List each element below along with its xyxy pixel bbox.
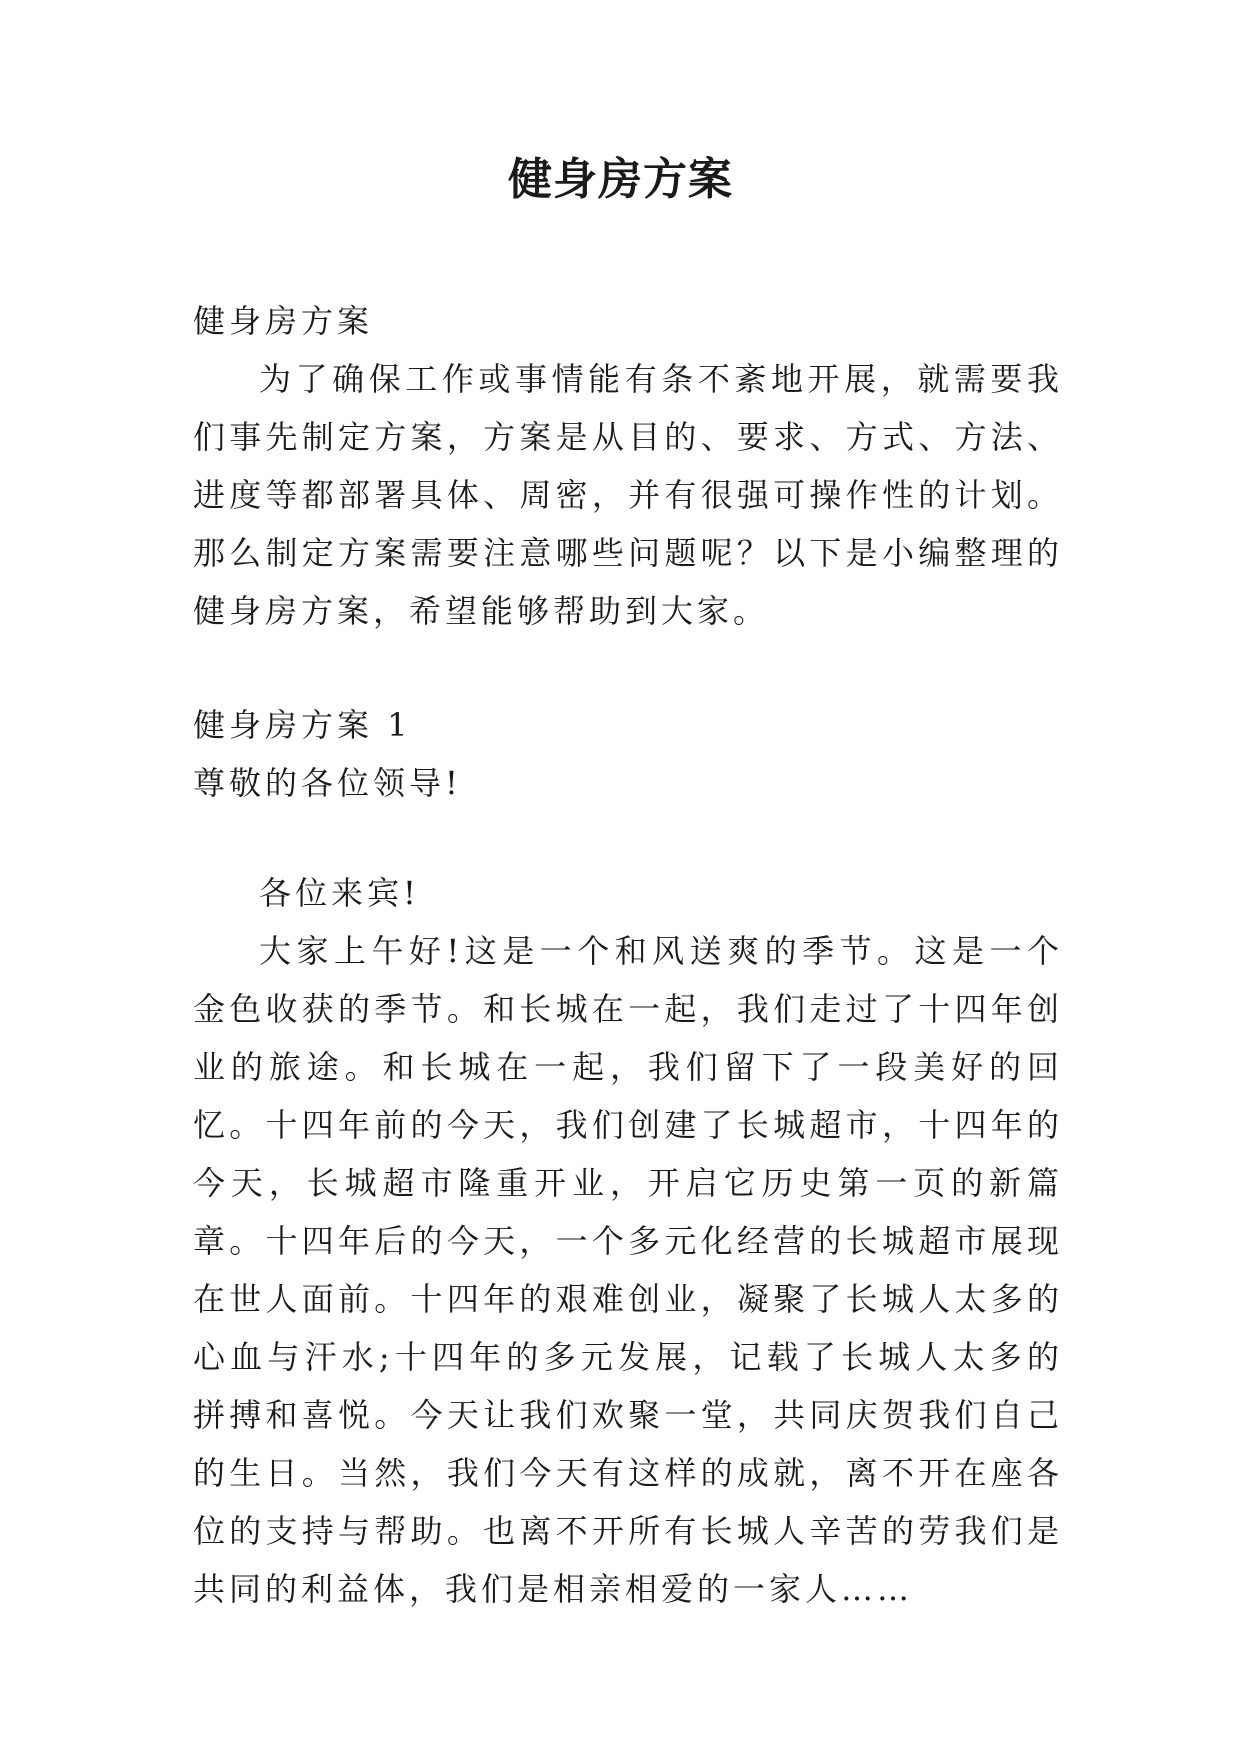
section-heading: 健身房方案 1 (193, 706, 412, 744)
document-content (193, 292, 1063, 1618)
paragraph-spacer (193, 812, 1063, 864)
document-title: 健身房方案 (508, 154, 733, 205)
salutation: 尊敬的各位领导! (193, 764, 462, 802)
greeting: 各位来宾! (259, 874, 420, 912)
document-subtitle: 健身房方案 (193, 302, 374, 340)
intro-paragraph: 为了确保工作或事情能有条不紊地开展，就需要我们事先制定方案，方案是从目的、要求、方式、方法、进度等都部署具体、周密，并有很强可操作性的计划。那么制定方案需要注意哪些问题呢？以下是小编整理的健身房方案，希望能够帮助到大家。 (193, 360, 1063, 630)
paragraph-spacer (193, 640, 1063, 696)
body-paragraph: 大家上午好!这是一个和风送爽的季节。这是一个金色收获的季节。和长城在一起，我们走过了十四年创业的旅途。和长城在一起，我们留下了一段美好的回忆。十四年前的今天，我们创建了长城超市，十四年的今天，长城超市隆重开业，开启它历史第一页的新篇章。十四年后的今天，一个多元化经营的长城超市展现在世人面前。十四年的艰难创业，凝聚了长城人太多的心血与汗水;十四年的多元发展，记载了长城人太多的拼搏和喜悦。今天让我们欢聚一堂，共同庆贺我们自己的生日。当然，我们今天有这样的成就，离不开在座各位的支持与帮助。也离不开所有长城人辛苦的劳我们是共同的利益体，我们是相亲相爱的一家人…… (193, 932, 1063, 1608)
